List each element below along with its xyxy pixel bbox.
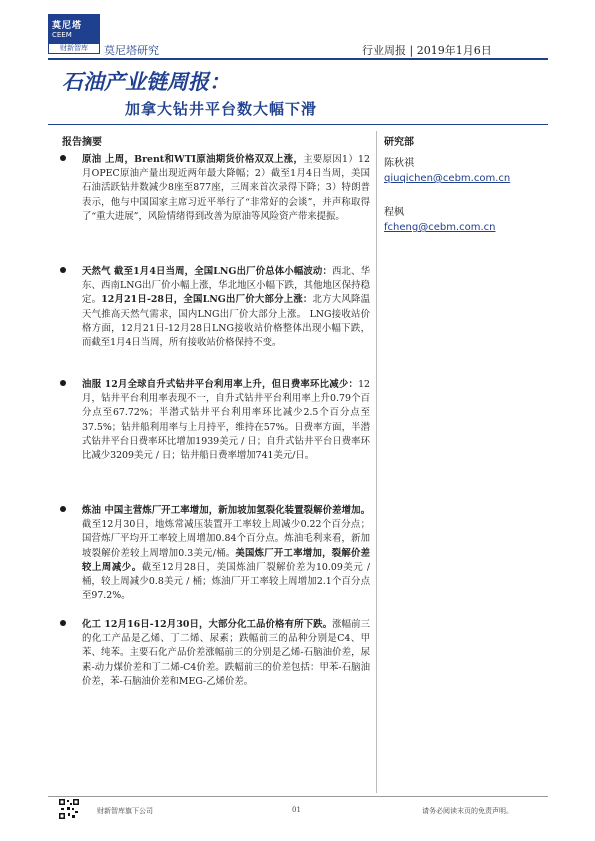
analyst-card [384, 203, 495, 233]
column-divider [376, 131, 377, 793]
logo-sub-text: 财新智库 [48, 43, 100, 54]
company-logo [48, 14, 100, 54]
section-lead: 化工 12月16日-12月30日，大部分化工品价格有所下跌。 [82, 619, 333, 630]
bullet-icon [60, 155, 66, 161]
section-lead-2: 美国炼厂开工率增加，裂解价差较上周减少。 [82, 547, 370, 573]
page-number: 01 [292, 806, 301, 814]
analyst-email-link[interactable]: qiuqichen@cebm.com.cn [384, 173, 511, 184]
section-lead-2: 12月21日-28日，全国LNG出厂价大部分上涨： [101, 294, 313, 306]
footer-company-note: 财新智库旗下公司 [97, 807, 153, 815]
section-body: 涨幅前三的化工产品是乙烯、丁二烯、尿素；跌幅前三的品种分别是C4、甲苯、纯苯。主要石化产品价差涨幅前三的分别是乙烯-石脑油价差，尿素-动力煤价差和丁二烯-C4价差。跌幅前三的价差包括：甲苯-石脑油价差，苯-石脑油价差和MEG-乙烯价差。 [82, 619, 370, 687]
bullet-icon [60, 380, 66, 386]
section-body: 截至12月30日，地炼常减压装置开工率较上周减少0.22个百分点；国营炼厂平均开工率较上周增加0.84个百分点。炼油毛利来看，新加坡裂解价差较上周增加0.3美元/桶。 [82, 519, 370, 559]
bullet-icon [60, 506, 66, 512]
section-lead: 原油 上周，Brent和WTI原油期货价格双双上涨， [82, 154, 304, 165]
title-divider [48, 124, 548, 125]
section-refining [62, 504, 370, 603]
header-divider [48, 58, 548, 60]
report-subtitle: 加拿大钻井平台数大幅下滑 [125, 100, 318, 118]
section-body-2: 北方大风降温天气推高天然气需求，国内LNG出厂价大部分上涨。 LNG接收站价格方面，12月21日-12月28日LNG接收站价格整体出现小幅下跌，而截至1月4日当周，所有接收站价格保持不变。 [82, 294, 370, 349]
bullet-icon [60, 620, 66, 626]
section-oil-services [62, 378, 370, 463]
section-body: 12月，钻井平台利用率表现不一，自升式钻井平台利用率上升0.79个百分点至67.72%；半潜式钻井平台利用率环比减少2.5个百分点至37.5%；钻井船利用率与上月持平，维持在57%。日费率方面，半潜式钻井平台日费率环比增加1939美元 / 日；自升式钻井平台日费率环比减少3209美元 / 日；钻井船日费率增加741美元/日。 [82, 379, 370, 462]
report-type-date: 行业周报 | 2019年1月6日 [362, 44, 492, 57]
analyst-name: 程枫 [384, 207, 404, 218]
bullet-icon [60, 267, 66, 273]
logo-en-text: CEEM [52, 31, 72, 39]
section-body-2: 截至12月28日，美国炼油厂裂解价差为10.09美元 / 桶，较上周减少0.8美元 / 桶；炼油厂开工率较上周增加2.1个百分点至97.2%。 [82, 561, 370, 602]
section-natural-gas [62, 265, 370, 350]
logo-cn-text: 莫尼塔 [52, 21, 83, 31]
section-chemicals [62, 618, 370, 689]
brand-name: 莫尼塔研究 [104, 44, 159, 57]
section-crude-oil [62, 153, 370, 224]
section-lead: 天然气 截至1月4日当周，全国LNG出厂价总体小幅波动： [82, 266, 332, 277]
section-lead: 油服 12月全球自升式钻井平台利用率上升，但日费率环比减少： [82, 379, 359, 390]
abstract-heading: 报告摘要 [62, 137, 102, 148]
analyst-email-link[interactable]: fcheng@cebm.com.cn [384, 222, 496, 233]
research-dept-heading: 研究部 [384, 137, 414, 148]
section-lead: 炼油 中国主营炼厂开工率增加，新加坡加氢裂化装置裂解价差增加。 [82, 505, 370, 516]
footer-divider [48, 796, 548, 797]
section-body: 西北、华东、西南LNG出厂价小幅上涨，华北地区小幅下跌，其他地区保持稳定。 [82, 266, 370, 306]
qr-code-icon [58, 798, 80, 820]
disclaimer-note: 请务必阅读末页的免责声明。 [422, 807, 513, 815]
analyst-name: 陈秋祺 [384, 158, 414, 169]
section-body: 主要原因1）12月OPEC原油产量出现近两年最大降幅；2）截至1月4日当周，美国石油活跃钻井数减少8座至877座，三周来首次录得下降；3）特朗普表示，他与中国国家主席习近平举行了“非常好的会谈”，并声称取得了“重大进展”，风险情绪得到改善为原油等风险资产带来提振。 [82, 154, 370, 222]
analyst-card [384, 154, 510, 184]
report-title: 石油产业链周报： [62, 69, 230, 94]
